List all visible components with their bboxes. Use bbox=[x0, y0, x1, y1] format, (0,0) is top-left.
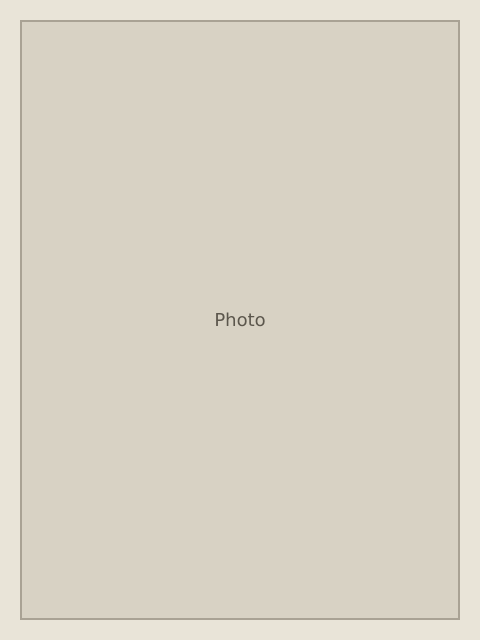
image-label: Photo bbox=[214, 309, 266, 331]
image-frame bbox=[20, 20, 460, 620]
